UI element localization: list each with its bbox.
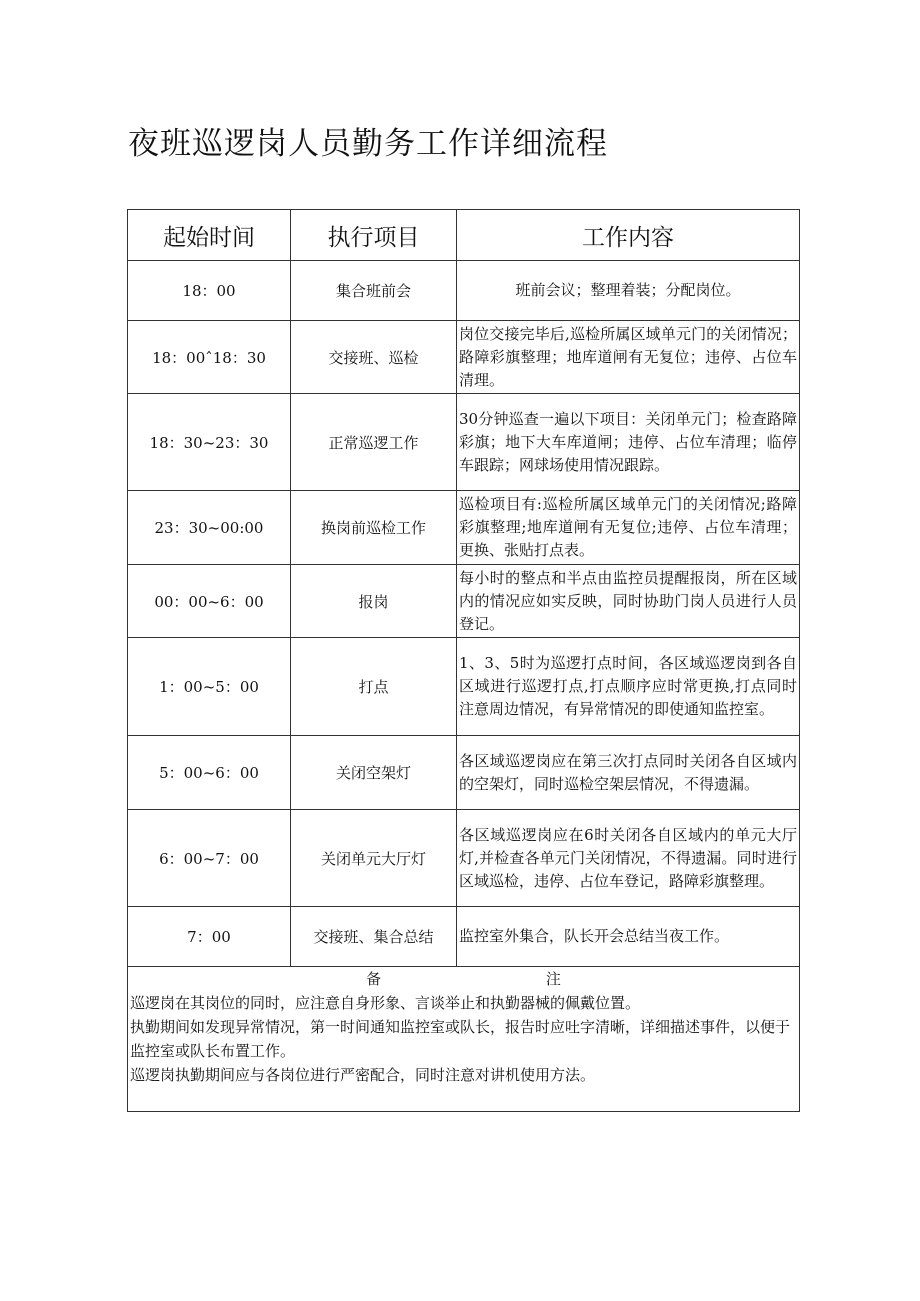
table-row xyxy=(128,321,800,394)
header-start-time: 起始时间 xyxy=(128,210,291,261)
page-title: 夜班巡逻岗人员勤务工作详细流程 xyxy=(128,126,608,162)
notes-title xyxy=(130,967,797,991)
note-line: 执勤期间如发现异常情况，第一时间通知监控室或队长，报告时应吐字清晰，详细描述事件，以便于监控室或队长布置工作。 xyxy=(130,1018,791,1060)
notes-cell xyxy=(128,967,800,1112)
table-row xyxy=(128,261,800,321)
header-task: 执行项目 xyxy=(291,210,457,261)
task-cell: 交接班、巡检 xyxy=(291,321,457,394)
content-cell: 巡检项目有:巡检所属区域单元门的关闭情况;路障彩旗整理;地库道闸有无复位;违停、占位车清理；更换、张贴打点表。 xyxy=(457,491,800,565)
content-cell: 每小时的整点和半点由监控员提醒报岗，所在区域内的情况应如实反映，同时协助门岗人员进行人员登记。 xyxy=(457,565,800,638)
duty-table xyxy=(127,209,800,1112)
content-cell: 1、3、5时为巡逻打点时间，各区域巡逻岗到各自区域进行巡逻打点,打点顺序应时常更换,打点同时注意周边情况，有异常情况的即使通知监控室。 xyxy=(457,638,800,736)
table-row xyxy=(128,491,800,565)
content-cell: 各区域巡逻岗应在6时关闭各自区域内的单元大厅灯,并检查各单元门关闭情况，不得遗漏。同时进行区域巡检，违停、占位车登记，路障彩旗整理。 xyxy=(457,810,800,907)
task-cell: 集合班前会 xyxy=(291,261,457,321)
task-cell: 关闭空架灯 xyxy=(291,736,457,810)
task-cell: 关闭单元大厅灯 xyxy=(291,810,457,907)
table-header-row xyxy=(128,210,800,261)
content-cell: 班前会议；整理着装；分配岗位。 xyxy=(457,261,800,321)
note-line: 巡逻岗在其岗位的同时，应注意自身形象、言谈举止和执勤器械的佩戴位置。 xyxy=(130,994,641,1012)
time-cell: 1：00~5：00 xyxy=(128,638,291,736)
header-content: 工作内容 xyxy=(457,210,800,261)
time-cell: 5：00~6：00 xyxy=(128,736,291,810)
table-row xyxy=(128,565,800,638)
time-cell: 7：00 xyxy=(128,907,291,967)
content-cell: 各区域巡逻岗应在第三次打点同时关闭各自区域内的空架灯，同时巡检空架层情况，不得遗漏。 xyxy=(457,736,800,810)
content-cell: 岗位交接完毕后,巡检所属区域单元门的关闭情况；路障彩旗整理；地库道闸有无复位；违停、占位车清理。 xyxy=(457,321,800,394)
time-cell: 23：30~00:00 xyxy=(128,491,291,565)
notes-row xyxy=(128,967,800,1112)
table-row xyxy=(128,736,800,810)
time-cell: 18：00 xyxy=(128,261,291,321)
table-row xyxy=(128,394,800,491)
task-cell: 换岗前巡检工作 xyxy=(291,491,457,565)
content-cell: 30分钟巡查一遍以下项目：关闭单元门；检查路障彩旗；地下大车库道闸；违停、占位车清理；临停车跟踪；网球场使用情况跟踪。 xyxy=(457,394,800,491)
table-row xyxy=(128,907,800,967)
time-cell: 00：00~6：00 xyxy=(128,565,291,638)
notes-title-char-1: 备 xyxy=(366,970,382,988)
task-cell: 打点 xyxy=(291,638,457,736)
table-row xyxy=(128,810,800,907)
task-cell: 报岗 xyxy=(291,565,457,638)
note-line: 巡逻岗执勤期间应与各岗位进行严密配合，同时注意对讲机使用方法。 xyxy=(130,1066,596,1084)
task-cell: 正常巡逻工作 xyxy=(291,394,457,491)
time-cell: 6：00~7：00 xyxy=(128,810,291,907)
task-cell: 交接班、集合总结 xyxy=(291,907,457,967)
content-cell: 监控室外集合，队长开会总结当夜工作。 xyxy=(457,907,800,967)
time-cell: 18：00ˆ18：30 xyxy=(128,321,291,394)
table-row xyxy=(128,638,800,736)
notes-title-char-2: 注 xyxy=(545,970,561,988)
time-cell: 18：30~23：30 xyxy=(128,394,291,491)
